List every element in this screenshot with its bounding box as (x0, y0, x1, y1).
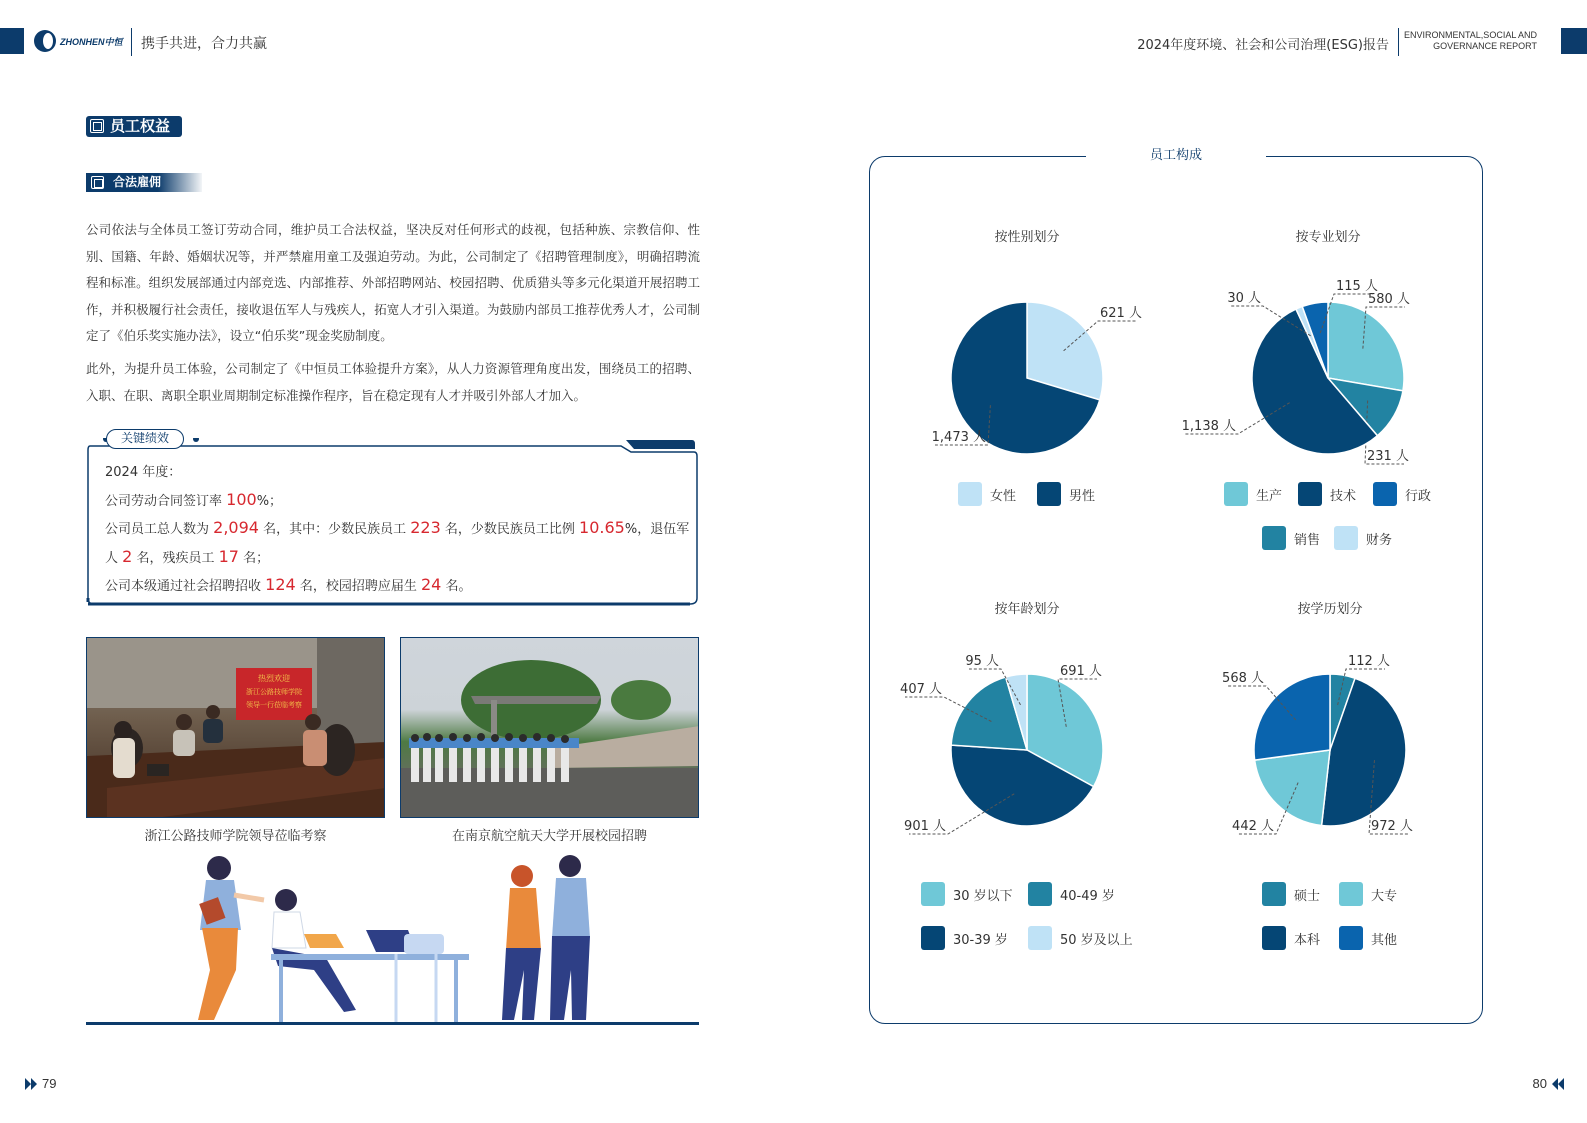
legend-swatch (1298, 482, 1322, 506)
chart-title-profession: 按专业划分 (1295, 230, 1361, 245)
pie-data-label: 442 人 (1232, 819, 1274, 834)
pie-data-label: 112 人 (1348, 654, 1390, 669)
pie-data-label: 95 人 (965, 654, 999, 669)
page-number-right-text: 80 (1532, 1076, 1547, 1091)
legend-item-sales (1262, 526, 1320, 550)
report-title: 2024年度环境、社会和公司治理(ESG)报告 (1137, 38, 1389, 53)
legend-label: 大专 (1371, 888, 1398, 904)
report-english-line1: ENVIRONMENTAL,SOCIAL AND (1403, 30, 1537, 40)
legend-item-technology (1298, 482, 1356, 506)
page-number-left-text: 79 (42, 1076, 57, 1091)
legend-label: 生产 (1256, 488, 1283, 504)
pie-data-label: 30 人 (1227, 291, 1261, 306)
pie-data-label: 115 人 (1336, 279, 1378, 294)
kp-number: 124 (265, 575, 296, 594)
legend-swatch (1373, 482, 1397, 506)
kp-text: %； (256, 493, 283, 509)
kp-number: 2,094 (213, 518, 259, 537)
kp-text: 名。 (441, 579, 472, 594)
panel-title: 员工构成 (1149, 148, 1202, 163)
kp-text: 公司本级通过社会招聘招收 (105, 579, 266, 594)
legend-item-master (1262, 882, 1320, 906)
legend-item-female (958, 482, 1016, 506)
legend-swatch (1224, 482, 1248, 506)
kp-number: 2 (122, 546, 133, 566)
pie-data-label: 691 人 (1060, 664, 1102, 679)
legend-item-under-30 (921, 882, 1013, 906)
chart-title-education: 按学历划分 (1297, 602, 1363, 617)
chart-title-age: 按年龄划分 (994, 602, 1060, 617)
legend-item-50-plus (1028, 926, 1133, 950)
legend-item-college (1339, 882, 1397, 906)
legend-label: 50 岁及以上 (1060, 932, 1133, 948)
banner-line1: 热烈欢迎 (258, 674, 290, 683)
legend-item-40-49 (1028, 882, 1115, 906)
legend-swatch (1037, 482, 1061, 506)
legend-item-production (1224, 482, 1282, 506)
kp-text: 名，其中：少数民族员工 (258, 522, 411, 537)
legend-swatch (1339, 926, 1363, 950)
report-english-line2: GOVERNANCE REPORT (1433, 41, 1537, 51)
legend-label: 其他 (1371, 932, 1398, 948)
legend-label: 30 岁以下 (953, 888, 1013, 904)
legend-label: 30-39 岁 (953, 932, 1008, 948)
legend-swatch (958, 482, 982, 506)
legend-label: 销售 (1294, 532, 1321, 548)
pie-data-label: 580 人 (1368, 292, 1410, 307)
kp-number: 17 (218, 546, 239, 566)
legend-swatch (1262, 882, 1286, 906)
paragraph-legal-employment: 公司依法与全体员工签订劳动合同，维护员工合法权益，坚决反对任何形式的歧视，包括种族、宗教信仰、性别、国籍、年龄、婚姻状况等，并严禁雇用童工及强迫劳动。为此，公司制定了《招聘管理制度》，明确招聘流程和标准。组织发展部通过内部竞选、内部推荐、外部招聘网站、校园招聘、优质猎头等多元化渠道开展招聘工作，并积极履行社会责任，接收退伍军人与残疾人，拓宽人才引入渠道。为鼓励内部员工推荐优秀人才，公司制定了《伯乐奖实施办法》，设立“伯乐奖”现金奖励制度。 (86, 222, 700, 343)
legend-swatch (1262, 926, 1286, 950)
pie-data-label: 407 人 (900, 682, 942, 697)
pie-slice (1254, 674, 1330, 760)
kp-text: 名，残疾员工 (132, 550, 219, 566)
legend-swatch (1334, 526, 1358, 550)
legend-swatch (1262, 526, 1286, 550)
legend-swatch (921, 882, 945, 906)
header-slogan: 携手共进，合力共赢 (141, 36, 267, 52)
chart-title-gender: 按性别划分 (994, 230, 1060, 245)
kp-number: 223 (410, 518, 441, 537)
legend-item-bachelor (1262, 926, 1320, 950)
legend-swatch (1028, 926, 1052, 950)
legend-label: 本科 (1294, 932, 1321, 948)
kp-text: 公司劳动合同签订率 (105, 493, 227, 509)
kp-text: 名； (238, 550, 270, 566)
pie-slice (1255, 750, 1330, 826)
legend-swatch (921, 926, 945, 950)
kp-number: 10.65 (579, 518, 625, 537)
legend-label: 硕士 (1294, 888, 1321, 904)
photo-caption-campus: 在南京航空航天大学开展校园招聘 (451, 829, 647, 844)
legend-item-administration (1373, 482, 1431, 506)
pie-data-label: 568 人 (1222, 671, 1264, 686)
legend-label: 技术 (1330, 488, 1357, 504)
pie-data-label: 231 人 (1367, 449, 1409, 464)
legend-label: 行政 (1405, 488, 1432, 504)
banner-line2: 浙江公路技师学院 (246, 688, 302, 696)
kp-year: 2024 年度： (105, 465, 182, 480)
photo-caption-college: 浙江公路技师学院领导莅临考察 (144, 829, 327, 844)
legend-swatch (1339, 882, 1363, 906)
kp-text: %，退伍军人 (105, 522, 690, 566)
legend-label: 男性 (1069, 488, 1096, 504)
section-title-text: 员工权益 (110, 117, 171, 135)
kp-number: 24 (420, 575, 442, 594)
legend-swatch (1028, 882, 1052, 906)
pie-data-label: 1,138 人 (1181, 419, 1236, 434)
kp-text: 公司员工总人数为 (105, 522, 214, 537)
banner-line3: 领导一行莅临考察 (246, 701, 302, 709)
pie-data-label: 621 人 (1100, 306, 1142, 321)
legend-item-other (1339, 926, 1397, 950)
pie-data-label: 901 人 (904, 819, 946, 834)
legend-label: 40-49 岁 (1060, 888, 1115, 904)
paragraph-employee-experience: 此外，为提升员工体验，公司制定了《中恒员工体验提升方案》，从人力资源管理角度出发，围绕员工的招聘、入职、在职、离职全职业周期制定标准操作程序，旨在稳定现有人才并吸引外部人才加入。 (86, 361, 700, 403)
kp-text: 名，校园招聘应届生 (295, 579, 421, 594)
pie-data-label: 1,473 人 (931, 430, 986, 445)
subsection-title-text: 合法雇佣 (113, 175, 162, 189)
logo-text: ZHONHEN中恒 (60, 36, 123, 47)
kp-text: 名，少数民族员工比例 (440, 522, 580, 537)
pie-data-label: 972 人 (1371, 819, 1413, 834)
legend-label: 财务 (1366, 532, 1393, 548)
legend-item-finance (1334, 526, 1392, 550)
kp-number: 100 (226, 489, 257, 509)
legend-item-30-39 (921, 926, 1008, 950)
legend-item-male (1037, 482, 1095, 506)
legend-label: 女性 (990, 488, 1017, 504)
key-performance-label: 关键绩效 (106, 429, 184, 449)
